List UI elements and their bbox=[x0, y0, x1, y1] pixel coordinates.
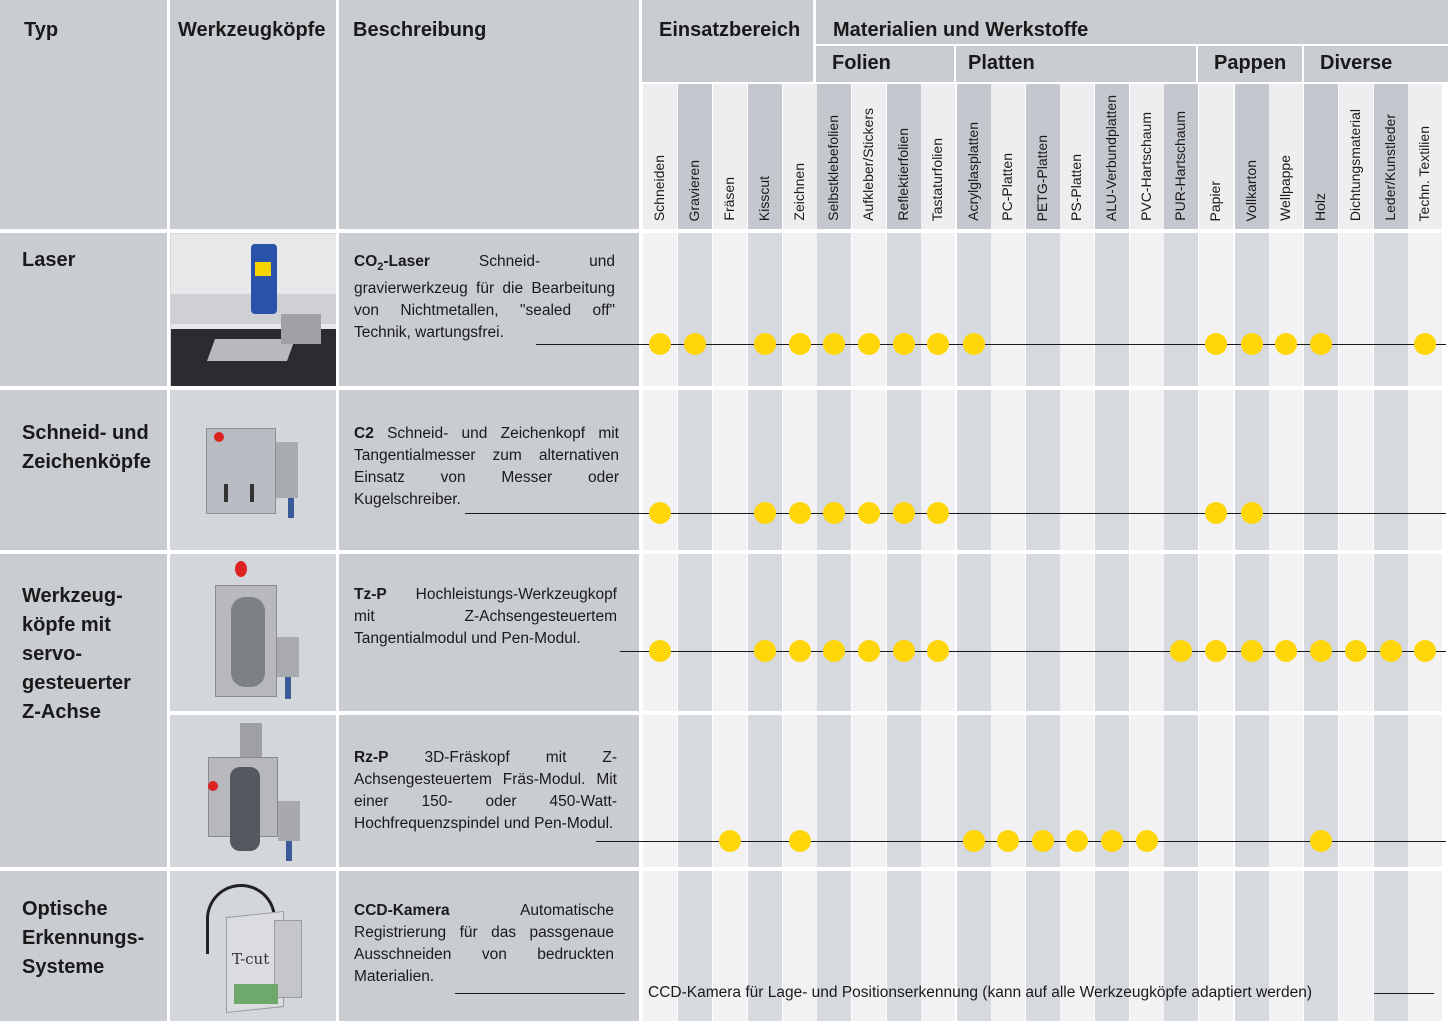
column-stripe bbox=[1374, 715, 1408, 867]
header-group-platten: Platten bbox=[968, 52, 1035, 74]
column-stripe bbox=[1164, 233, 1198, 386]
column-stripe bbox=[1269, 554, 1303, 711]
column-stripe bbox=[1269, 715, 1303, 867]
column-label: PUR-Hartschaum bbox=[1172, 111, 1188, 221]
column-header-reflektierfolien bbox=[887, 84, 921, 229]
suitability-dot bbox=[649, 502, 671, 524]
column-header-alu-verbundplatten bbox=[1095, 84, 1129, 229]
suitability-dot bbox=[893, 502, 915, 524]
suitability-dot bbox=[893, 333, 915, 355]
desc-rzp-name: Rz-P bbox=[354, 749, 389, 766]
suitability-dot bbox=[858, 333, 880, 355]
suitability-dot bbox=[927, 333, 949, 355]
suitability-dot bbox=[997, 830, 1019, 852]
column-stripe bbox=[1408, 233, 1442, 386]
desc-ccd bbox=[354, 900, 614, 988]
column-header-dichtungsmaterial bbox=[1339, 84, 1373, 229]
suitability-dot bbox=[927, 640, 949, 662]
column-header-zeichnen bbox=[783, 84, 817, 229]
column-stripe bbox=[678, 390, 712, 550]
column-stripe bbox=[1408, 715, 1442, 867]
header-einsatzbereich: Einsatzbereich bbox=[659, 19, 801, 41]
column-stripe bbox=[1235, 715, 1269, 867]
column-stripe bbox=[957, 554, 991, 711]
column-stripe bbox=[1304, 554, 1338, 711]
typ-optische-erkennung: Optische Erkennungs- Systeme bbox=[22, 898, 145, 978]
suitability-dot bbox=[1032, 830, 1054, 852]
column-stripe bbox=[1374, 233, 1408, 386]
column-stripe bbox=[852, 390, 886, 550]
c2-photo bbox=[200, 412, 310, 522]
column-stripe bbox=[1374, 554, 1408, 711]
column-stripe bbox=[1339, 715, 1373, 867]
tzp-photo bbox=[205, 557, 305, 707]
suitability-dot bbox=[789, 830, 811, 852]
column-header-gravieren bbox=[678, 84, 712, 229]
column-stripe bbox=[1374, 390, 1408, 550]
suitability-dot bbox=[754, 640, 776, 662]
column-stripe bbox=[1164, 715, 1198, 867]
typ-schneid-zeichenkoepfe: Schneid- und Zeichenköpfe bbox=[22, 422, 151, 473]
column-stripe bbox=[817, 554, 851, 711]
column-stripe bbox=[1060, 233, 1094, 386]
suitability-dot bbox=[649, 640, 671, 662]
column-stripe bbox=[1164, 390, 1198, 550]
column-stripe bbox=[1269, 233, 1303, 386]
suitability-dot bbox=[1310, 830, 1332, 852]
column-stripe bbox=[678, 554, 712, 711]
suitability-dot bbox=[963, 830, 985, 852]
suitability-dot bbox=[789, 333, 811, 355]
column-stripe bbox=[748, 390, 782, 550]
column-stripe bbox=[921, 715, 955, 867]
suitability-dot bbox=[1310, 333, 1332, 355]
column-label: Aufkleber/Stickers bbox=[860, 108, 876, 221]
column-header-acrylglasplatten bbox=[957, 84, 991, 229]
column-label: Wellpappe bbox=[1277, 155, 1293, 221]
suitability-dot bbox=[1414, 333, 1436, 355]
column-stripe bbox=[748, 715, 782, 867]
header-typ: Typ bbox=[24, 19, 59, 41]
column-stripe bbox=[991, 554, 1025, 711]
laser-photo bbox=[171, 234, 336, 386]
column-stripe bbox=[887, 715, 921, 867]
suitability-dot bbox=[684, 333, 706, 355]
ccd-camera-photo bbox=[198, 880, 310, 1015]
suitability-dot bbox=[1241, 333, 1263, 355]
ccd-note-line bbox=[1374, 993, 1434, 994]
column-stripe bbox=[1060, 554, 1094, 711]
column-stripe bbox=[921, 554, 955, 711]
ccd-logo: T-cut bbox=[232, 950, 270, 968]
column-label: ALU-Verbundplatten bbox=[1103, 94, 1119, 221]
desc-laser-name: $CO_2$-Laser bbox=[354, 253, 430, 274]
column-label: PVC-Hartschaum bbox=[1138, 112, 1154, 221]
suitability-dot bbox=[754, 502, 776, 524]
column-label: Reflektierfolien bbox=[895, 128, 911, 221]
column-stripe bbox=[921, 233, 955, 386]
column-header-wellpappe bbox=[1269, 84, 1303, 229]
column-stripe bbox=[1199, 715, 1233, 867]
column-header-vollkarton bbox=[1235, 84, 1269, 229]
column-stripe bbox=[1095, 390, 1129, 550]
header-group-diverse: Diverse bbox=[1320, 52, 1393, 74]
column-stripe bbox=[991, 390, 1025, 550]
column-header-tastaturfolien bbox=[921, 84, 955, 229]
column-header-papier bbox=[1199, 84, 1233, 229]
column-stripe bbox=[1304, 390, 1338, 550]
column-stripe bbox=[887, 233, 921, 386]
column-stripe bbox=[748, 233, 782, 386]
desc-tzp bbox=[354, 584, 617, 650]
column-label: Kisscut bbox=[756, 175, 772, 221]
suitability-dot bbox=[754, 333, 776, 355]
column-header-leder-kunstleder bbox=[1374, 84, 1408, 229]
column-label: Techn. Textilien bbox=[1416, 125, 1432, 221]
column-stripe bbox=[957, 233, 991, 386]
column-label: PETG-Platten bbox=[1034, 134, 1050, 221]
column-header-pvc-hartschaum bbox=[1130, 84, 1164, 229]
column-label: Acrylglasplatten bbox=[965, 122, 981, 221]
column-header-kisscut bbox=[748, 84, 782, 229]
column-label: Fräsen bbox=[721, 177, 737, 221]
column-stripe bbox=[1060, 390, 1094, 550]
column-stripe bbox=[678, 715, 712, 867]
column-stripe bbox=[817, 390, 851, 550]
column-stripe bbox=[643, 233, 677, 386]
column-header-techn-textilien bbox=[1408, 84, 1442, 229]
column-header-selbstklebefolien bbox=[817, 84, 851, 229]
column-header-petg-platten bbox=[1026, 84, 1060, 229]
suitability-dot bbox=[649, 333, 671, 355]
column-stripe bbox=[1235, 390, 1269, 550]
desc-tzp-text: Hochleistungs-Werkzeugkopf mit Z-Achsengesteuertem Tangentialmodul und Pen-Modul. bbox=[354, 586, 617, 647]
column-stripe bbox=[1026, 390, 1060, 550]
header-beschreibung: Beschreibung bbox=[353, 19, 487, 41]
suitability-dot bbox=[1241, 640, 1263, 662]
column-stripe bbox=[817, 233, 851, 386]
column-header-aufkleber-stickers bbox=[852, 84, 886, 229]
suitability-dot bbox=[789, 502, 811, 524]
column-label: Leder/Kunstleder bbox=[1382, 114, 1398, 221]
ccd-desc-line bbox=[455, 993, 625, 994]
column-stripe bbox=[1339, 871, 1373, 1021]
column-label: Vollkarton bbox=[1243, 159, 1259, 221]
suitability-dot bbox=[1275, 640, 1297, 662]
column-stripe bbox=[1095, 554, 1129, 711]
header-werkzeugkoepfe: Werkzeugköpfe bbox=[178, 19, 326, 41]
column-stripe bbox=[1269, 390, 1303, 550]
column-stripe bbox=[1199, 554, 1233, 711]
desc-c2-text: Schneid- und Zeichenkopf mit Tangentialmesser zum alternativen Einsatz von Messer oder Kugelschreiber. bbox=[354, 425, 619, 508]
suitability-dot bbox=[1310, 640, 1332, 662]
column-header-schneiden bbox=[643, 84, 677, 229]
column-stripe bbox=[1339, 233, 1373, 386]
column-stripe bbox=[921, 390, 955, 550]
column-stripe bbox=[887, 390, 921, 550]
column-label: Zeichnen bbox=[791, 163, 807, 221]
desc-tzp-name: Tz-P bbox=[354, 586, 387, 603]
column-stripe bbox=[852, 233, 886, 386]
column-label: PC-Platten bbox=[999, 153, 1015, 221]
header-materialien: Materialien und Werkstoffe bbox=[833, 19, 1089, 41]
column-label: Papier bbox=[1207, 180, 1223, 221]
suitability-dot bbox=[789, 640, 811, 662]
suitability-dot bbox=[893, 640, 915, 662]
column-stripe bbox=[1130, 390, 1164, 550]
suitability-dot bbox=[858, 502, 880, 524]
column-stripe bbox=[1408, 554, 1442, 711]
ccd-note: CCD-Kamera für Lage- und Positionserkennung (kann auf alle Werkzeugköpfe adaptiert werden) bbox=[648, 984, 1312, 1001]
suitability-dot bbox=[823, 333, 845, 355]
column-stripe bbox=[1026, 233, 1060, 386]
column-stripe bbox=[643, 715, 677, 867]
column-header-pc-platten bbox=[991, 84, 1025, 229]
suitability-dot bbox=[927, 502, 949, 524]
suitability-dot bbox=[1414, 640, 1436, 662]
column-header-fräsen bbox=[713, 84, 747, 229]
column-stripe bbox=[748, 554, 782, 711]
row-line bbox=[465, 513, 1446, 514]
column-header-pur-hartschaum bbox=[1164, 84, 1198, 229]
column-stripe bbox=[643, 390, 677, 550]
suitability-dot bbox=[1380, 640, 1402, 662]
column-stripe bbox=[1095, 233, 1129, 386]
suitability-dot bbox=[1205, 333, 1227, 355]
column-stripe bbox=[1130, 233, 1164, 386]
column-stripe bbox=[1164, 554, 1198, 711]
column-stripe bbox=[1235, 233, 1269, 386]
suitability-dot bbox=[719, 830, 741, 852]
column-label: Tastaturfolien bbox=[929, 137, 945, 221]
suitability-dot bbox=[858, 640, 880, 662]
column-label: Dichtungsmaterial bbox=[1347, 108, 1363, 221]
column-stripe bbox=[1408, 871, 1442, 1021]
column-stripe bbox=[783, 233, 817, 386]
suitability-dot bbox=[1170, 640, 1192, 662]
suitability-dot bbox=[1101, 830, 1123, 852]
column-label: Gravieren bbox=[686, 159, 702, 221]
suitability-dot bbox=[1205, 640, 1227, 662]
suitability-dot bbox=[823, 502, 845, 524]
desc-ccd-name: CCD-Kamera bbox=[354, 902, 450, 919]
column-stripe bbox=[713, 554, 747, 711]
desc-laser-text: Schneid- und gravierwerkzeug für die Bearbeitung von Nichtmetallen, "sealed off" Technik, wartungsfrei. bbox=[354, 253, 615, 342]
column-stripe bbox=[678, 233, 712, 386]
column-stripe bbox=[852, 715, 886, 867]
suitability-dot bbox=[963, 333, 985, 355]
column-stripe bbox=[1026, 554, 1060, 711]
rzp-photo bbox=[200, 717, 310, 865]
header-group-folien: Folien bbox=[832, 52, 891, 74]
column-stripe bbox=[991, 233, 1025, 386]
typ-werkzeugkoepfe-z-achse: Werkzeug- köpfe mit servo- gesteuerter Z-Achse bbox=[22, 585, 131, 723]
column-stripe bbox=[783, 390, 817, 550]
column-stripe bbox=[643, 554, 677, 711]
column-stripe bbox=[1374, 871, 1408, 1021]
column-stripe bbox=[1339, 554, 1373, 711]
desc-laser bbox=[354, 251, 615, 344]
column-stripe bbox=[957, 390, 991, 550]
column-stripe bbox=[713, 233, 747, 386]
desc-rzp bbox=[354, 747, 617, 835]
column-stripe bbox=[1199, 390, 1233, 550]
column-label: Selbstklebefolien bbox=[825, 115, 841, 221]
column-stripe bbox=[713, 390, 747, 550]
column-stripe bbox=[1130, 554, 1164, 711]
column-stripe bbox=[1235, 554, 1269, 711]
desc-rzp-text: 3D-Fräskopf mit Z-Achsengesteuertem Fräs-Modul. Mit einer 150- oder 450-Watt-Hochfrequenzspindel und Pen-Modul. bbox=[354, 749, 617, 832]
suitability-dot bbox=[1275, 333, 1297, 355]
desc-c2-name: C2 bbox=[354, 425, 374, 442]
column-label: PS-Platten bbox=[1068, 154, 1084, 221]
suitability-dot bbox=[823, 640, 845, 662]
desc-c2 bbox=[354, 423, 619, 511]
column-label: Holz bbox=[1312, 192, 1328, 221]
column-stripe bbox=[887, 554, 921, 711]
suitability-dot bbox=[1241, 502, 1263, 524]
column-stripe bbox=[1304, 233, 1338, 386]
suitability-dot bbox=[1205, 502, 1227, 524]
column-stripe bbox=[852, 554, 886, 711]
suitability-dot bbox=[1345, 640, 1367, 662]
suitability-dot bbox=[1066, 830, 1088, 852]
column-header-holz bbox=[1304, 84, 1338, 229]
header-group-pappen: Pappen bbox=[1214, 52, 1287, 74]
column-stripe bbox=[1408, 390, 1442, 550]
suitability-dot bbox=[1136, 830, 1158, 852]
column-stripe bbox=[1339, 390, 1373, 550]
column-stripe bbox=[783, 554, 817, 711]
desc-ccd-text: Automatische Registrierung für das passgenaue Ausschneiden von bedruckten Materialien. bbox=[354, 902, 614, 985]
column-stripe bbox=[817, 715, 851, 867]
column-stripe bbox=[1199, 233, 1233, 386]
typ-laser: Laser bbox=[22, 249, 76, 271]
column-header-ps-platten bbox=[1060, 84, 1094, 229]
column-label: Schneiden bbox=[651, 154, 667, 221]
